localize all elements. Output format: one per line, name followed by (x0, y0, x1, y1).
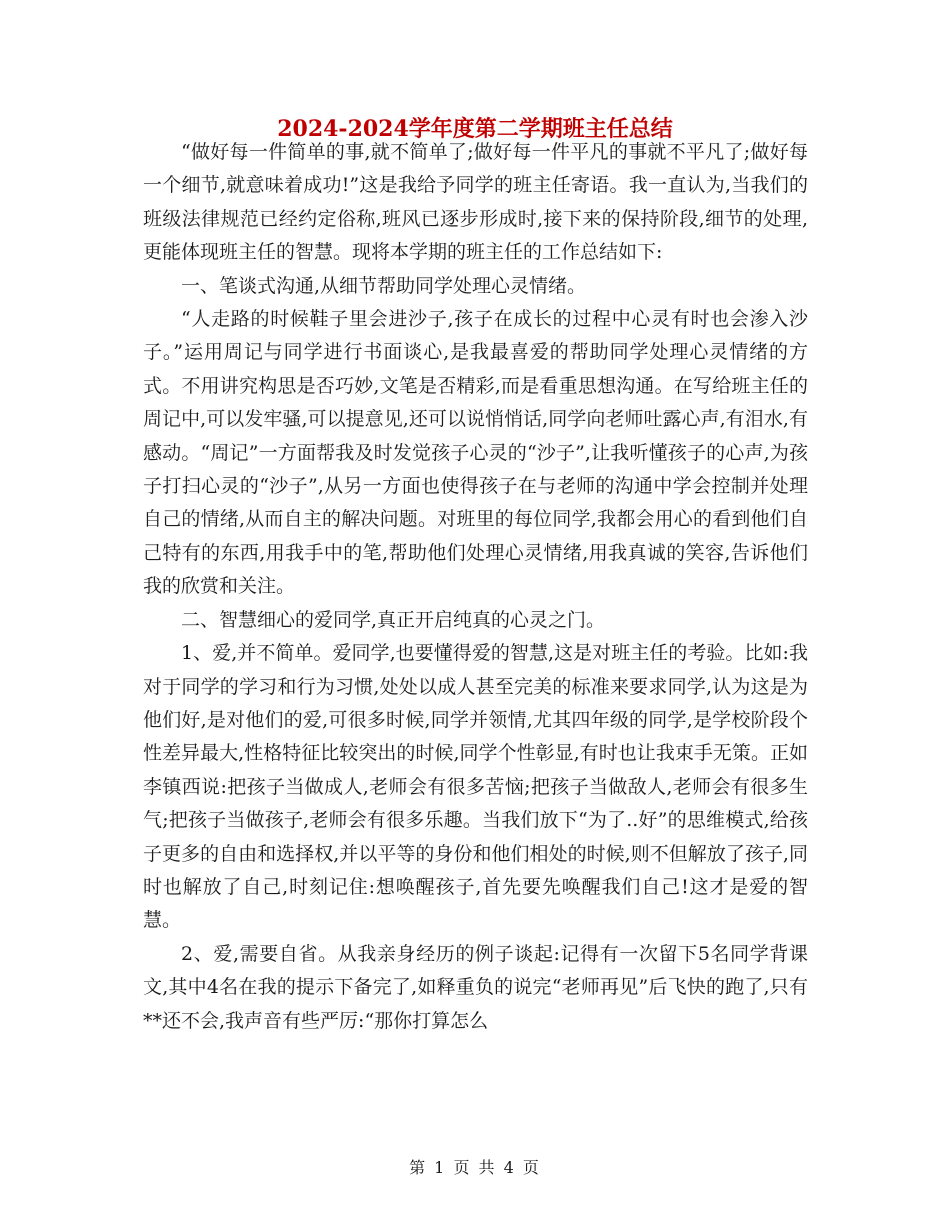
paragraph-love-reflection: 2、爱,需要自省。从我亲身经历的例子谈起:记得有一次留下5名同学背课文,其中4名在我的提示下备完了,如释重负的说完“老师再见”后飞快的跑了,只有**还不会,我声音有些严厉:“那你打算怎么 (143, 942, 808, 1032)
paragraph-weekly-journal: “人走路的时候鞋子里会进沙子,孩子在成长的过程中心灵有时也会渗入沙子。”运用周记与同学进行书面谈心,是我最喜爱的帮助同学处理心灵情绪的方式。不用讲究构思是否巧妙,文笔是否精彩,而是看重思想沟通。在写给班主任的周记中,可以发牢骚,可以提意见,还可以说悄悄话,同学向老师吐露心声,有泪水,有感动。“周记”一方面帮我及时发觉孩子心灵的“沙子”,让我听懂孩子的心声,为孩子打扫心灵的“沙子”,从另一方面也使得孩子在与老师的沟通中学会控制并处理自己的情绪,从而自主的解决问题。对班里的每位同学,我都会用心的看到他们自己特有的东西,用我手中的笔,帮助他们处理心灵情绪,用我真诚的笑容,告诉他们我的欣赏和关注。 (143, 308, 808, 598)
document-title: 2024-2024学年度第二学期班主任总结 (277, 116, 673, 142)
document-body (143, 136, 808, 1038)
section-heading-1: 一、笔谈式沟通,从细节帮助同学处理心灵情绪。 (181, 274, 587, 297)
page-footer: 第 1 页 共 4 页 (409, 1158, 541, 1177)
paragraph-intro: “做好每一件简单的事,就不简单了;做好每一件平凡的事就不平凡了;做好每一个细节,就意味着成功!”这是我给予同学的班主任寄语。我一直认为,当我们的班级法律规范已经约定俗称,班风已逐步形成时,接下来的保持阶段,细节的处理,更能体现班主任的智慧。现将本学期的班主任的工作总结如下: (143, 141, 808, 264)
paragraph-love-not-simple: 1、爱,并不简单。爱同学,也要懂得爱的智慧,这是对班主任的考验。比如:我对于同学的学习和行为习惯,处处以成人甚至完美的标准来要求同学,认为这是为他们好,是对他们的爱,可很多时候,同学并领情,尤其四年级的同学,是学校阶段个性差异最大,性格特征比较突出的时候,同学个性彰显,有时也让我束手无策。正如李镇西说:把孩子当做成人,老师会有很多苦恼;把孩子当做敌人,老师会有很多生气;把孩子当做孩子,老师会有很多乐趣。当我们放下“为了..好”的思维模式,给孩子更多的自由和选择权,并以平等的身份和他们相处的时候,则不但解放了孩子,同时也解放了自己,时刻记住:想唤醒孩子,首先要先唤醒我们自己!这才是爱的智慧。 (143, 642, 808, 932)
section-heading-2: 二、智慧细心的爱同学,真正开启纯真的心灵之门。 (181, 608, 606, 631)
